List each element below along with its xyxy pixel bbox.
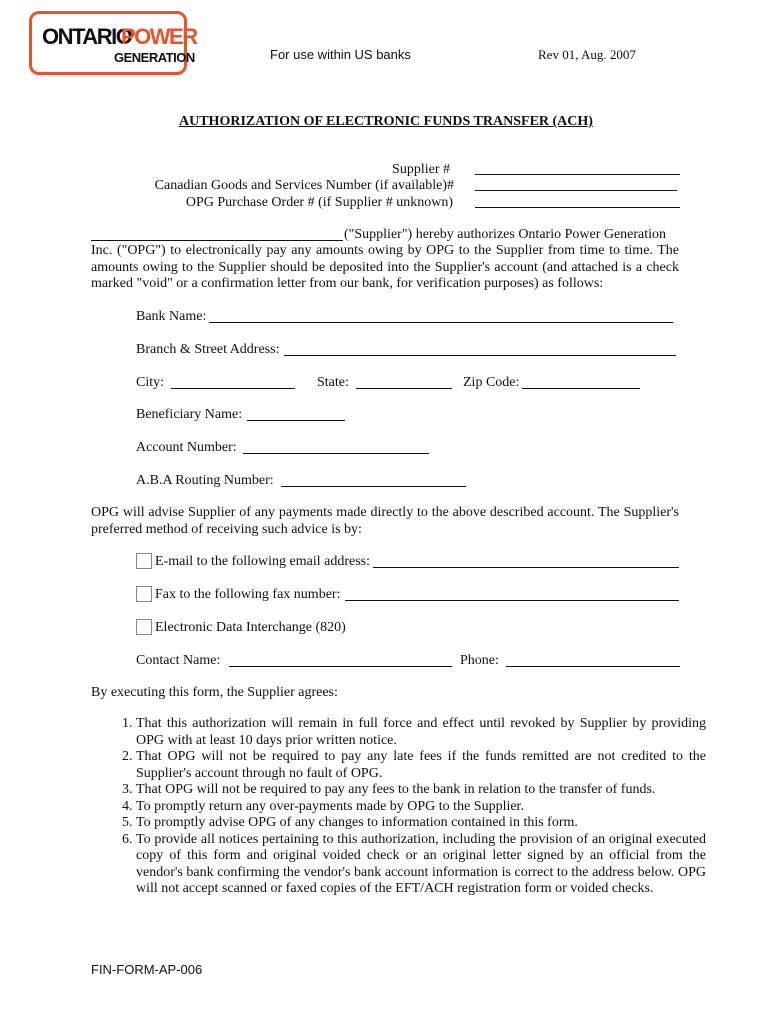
beneficiary-name-label: Beneficiary Name: [136, 407, 243, 422]
aba-routing-label: A.B.A Routing Number: [136, 473, 274, 488]
list-item: 6. To provide all notices pertaining to this authorization, including the provision of an original executed copy of this form and original voided check or an original letter signed by an official from the vendor's bank confirming the vendor's bank account information is correct to the address below. OPG will not accept scanned or faxed copies of the EFT/ACH registration form or voided checks. [136, 832, 706, 898]
edi-option-label: Electronic Data Interchange (820) [155, 620, 346, 635]
email-address-line[interactable] [373, 567, 679, 568]
branch-address-label: Branch & Street Address: [136, 342, 280, 357]
opg-logo [29, 11, 197, 75]
account-number-line[interactable] [243, 453, 429, 454]
form-title: AUTHORIZATION OF ELECTRONIC FUNDS TRANSFER (ACH) [179, 114, 593, 129]
phone-label: Phone: [460, 653, 499, 668]
advice-paragraph: OPG will advise Supplier of any payments made directly to the above described account. The Supplier's preferred method of receiving such advice is by: [91, 505, 679, 537]
state-line[interactable] [356, 388, 452, 389]
branch-address-line[interactable] [284, 355, 676, 356]
city-label: City: [136, 375, 165, 390]
logo-word-power: POWER [121, 24, 197, 49]
contact-name-label: Contact Name: [136, 653, 221, 668]
supplier-number-label: Supplier # [392, 162, 450, 177]
fax-number-line[interactable] [345, 600, 679, 601]
edi-checkbox[interactable] [136, 619, 152, 635]
aba-routing-line[interactable] [281, 486, 466, 487]
account-number-label: Account Number: [136, 440, 237, 455]
intro-body: Inc. ("OPG") to electronically pay any amounts owing by OPG to the Supplier from time to time. The amounts owing to the Supplier should be deposited into the Supplier's account (and attached is a check marked "void" or a confirmation letter from our bank, for verification purposes) as follows: [91, 243, 679, 291]
po-number-line[interactable] [475, 207, 680, 208]
email-checkbox[interactable] [136, 553, 152, 569]
supplier-name-line[interactable] [91, 240, 343, 241]
header-revision: Rev 01, Aug. 2007 [538, 47, 636, 62]
list-item: 2. That OPG will not be required to pay any late fees if the funds remitted are not credited to the Supplier's account through no fault of OPG. [136, 749, 706, 782]
phone-line[interactable] [506, 666, 680, 667]
list-item: 3. That OPG will not be required to pay any fees to the bank in relation to the transfer of funds. [136, 782, 706, 799]
zip-code-line[interactable] [522, 388, 640, 389]
header-use: For use within US banks [270, 47, 411, 62]
supplier-number-line[interactable] [475, 174, 680, 175]
terms-list [110, 716, 706, 898]
fax-option-label: Fax to the following fax number: [155, 587, 341, 602]
list-item: 4. To promptly return any over-payments made by OPG to the Supplier. [136, 799, 706, 816]
list-item: 1. That this authorization will remain in full force and effect until revoked by Supplier by providing OPG with at least 10 days prior written notice. [136, 716, 706, 749]
bank-name-label: Bank Name: [136, 309, 207, 324]
agreement-intro: By executing this form, the Supplier agrees: [91, 685, 338, 700]
zip-code-label: Zip Code: [463, 375, 520, 390]
email-option-label: E-mail to the following email address: [155, 554, 371, 569]
intro-line1: ("Supplier") hereby authorizes Ontario Power Generation [344, 227, 667, 242]
logo-word-ontario: ONTARIO [42, 24, 132, 49]
state-label: State: [317, 375, 349, 390]
form-code: FIN-FORM-AP-006 [91, 962, 203, 977]
fax-checkbox[interactable] [136, 586, 152, 602]
po-number-label: OPG Purchase Order # (if Supplier # unknown) [185, 195, 453, 210]
bank-name-line[interactable] [209, 322, 673, 323]
logo-word-generation: GENERATION [114, 50, 195, 65]
gst-number-label: Canadian Goods and Services Number (if available)# [154, 178, 454, 193]
list-item: 5. To promptly advise OPG of any changes to information contained in this form. [136, 815, 706, 832]
beneficiary-name-line[interactable] [247, 420, 345, 421]
gst-number-line[interactable] [475, 190, 677, 191]
city-line[interactable] [171, 388, 295, 389]
contact-name-line[interactable] [229, 666, 452, 667]
